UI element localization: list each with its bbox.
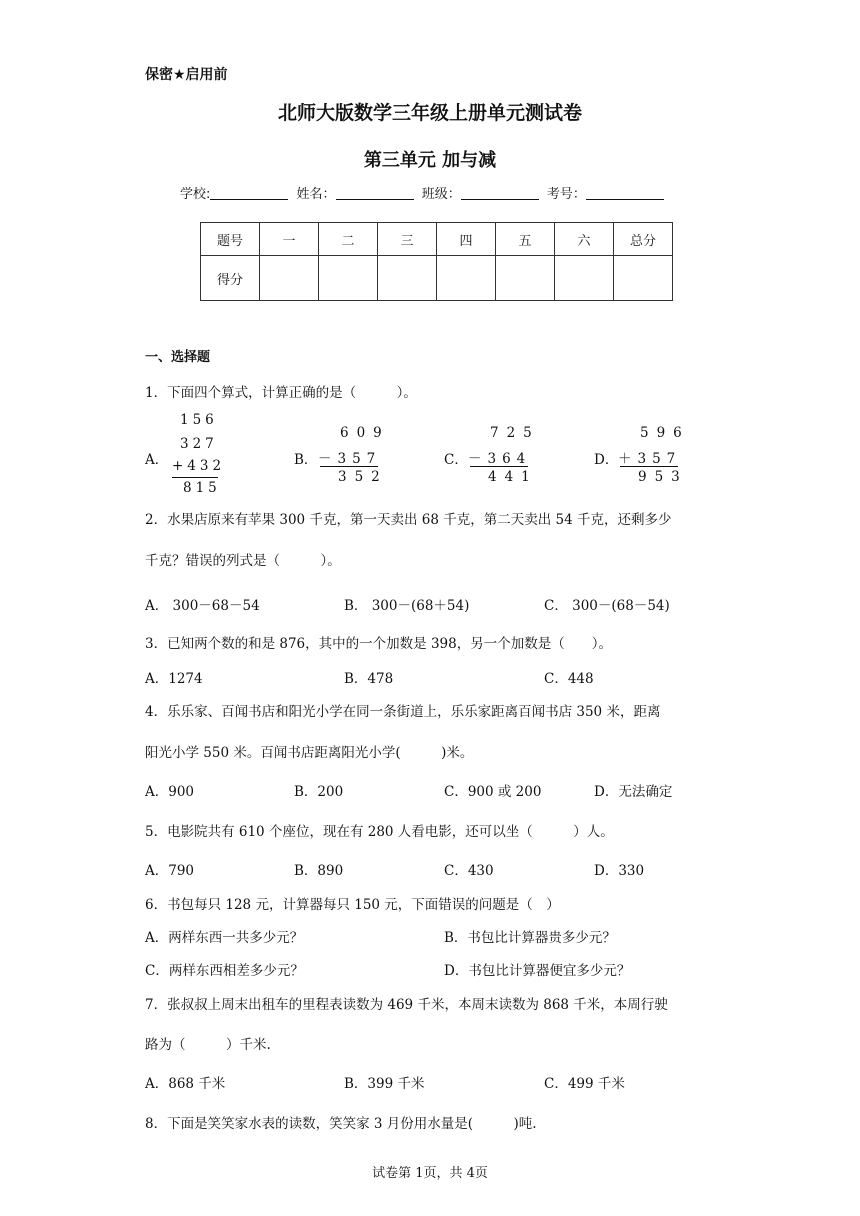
q2-option-a: A． 300－68－54 xyxy=(145,598,260,614)
q1-a-line2: 327 xyxy=(180,436,218,452)
score-table-score-row xyxy=(201,256,673,301)
q1-b-line3: 352 xyxy=(338,469,388,485)
q6-option-c: C．两样东西相差多少元？ xyxy=(145,963,304,979)
confidential-mark: 保密★启用前 xyxy=(145,67,228,83)
header-cell: 二 xyxy=(319,223,378,256)
q7-option-a: A．868 千米 xyxy=(145,1076,226,1092)
question-6: 6．书包每只 128 元，计算器每只 150 元，下面错误的问题是（ ） xyxy=(145,897,560,913)
score-label-cell: 得分 xyxy=(201,256,260,301)
q1-d-line1: 596 xyxy=(640,425,690,441)
q6-option-d: D．书包比计算器便宜多少元？ xyxy=(444,963,631,979)
q6-option-a: A．两样东西一共多少元？ xyxy=(145,930,304,946)
exam-title: 北师大版数学三年级上册单元测试卷 xyxy=(277,102,582,124)
q1-option-c-label: C． xyxy=(444,452,468,468)
q1-b-rule xyxy=(320,466,378,467)
q7-option-b: B．399 千米 xyxy=(344,1076,425,1092)
q5-option-d: D．330 xyxy=(594,863,645,879)
score-cell[interactable] xyxy=(555,256,614,301)
header-cell: 一 xyxy=(260,223,319,256)
score-cell[interactable] xyxy=(378,256,437,301)
q2-option-c: C． 300－(68－54) xyxy=(544,598,670,614)
q3-option-c: C．448 xyxy=(544,671,594,687)
exam-number-label: 考号： xyxy=(546,187,586,202)
name-label: 姓名： xyxy=(296,187,336,202)
question-4-line1: 4．乐乐家、百闻书店和阳光小学在同一条街道上，乐乐家距离百闻书店 350 米，距离 xyxy=(145,704,661,720)
q1-a-line1: 156 xyxy=(180,412,218,428)
school-label: 学校: xyxy=(180,187,211,202)
header-cell: 总分 xyxy=(614,223,673,256)
student-info-line xyxy=(180,183,668,202)
q1-a-line3: +432 xyxy=(172,458,226,474)
score-cell[interactable] xyxy=(319,256,378,301)
exam-number-blank[interactable] xyxy=(586,186,664,200)
q7-option-c: C．499 千米 xyxy=(544,1076,625,1092)
q1-c-line1: 725 xyxy=(490,425,540,441)
class-blank[interactable] xyxy=(461,186,539,200)
q5-option-b: B．890 xyxy=(294,863,344,879)
header-cell: 五 xyxy=(496,223,555,256)
question-4-line2: 阳光小学 550 米。百闻书店距离阳光小学( )米。 xyxy=(145,745,474,761)
question-2-line2: 千克？错误的列式是（ ）。 xyxy=(145,553,341,569)
question-7-line2: 路为（ ）千米. xyxy=(145,1037,271,1053)
q1-c-rule xyxy=(470,466,528,467)
question-5: 5．电影院共有 610 个座位，现在有 280 人看电影，还可以坐（ ）人。 xyxy=(145,824,614,840)
q4-option-a: A．900 xyxy=(145,784,195,800)
q5-option-a: A．790 xyxy=(145,863,195,879)
q1-b-line2: －357 xyxy=(318,451,382,467)
header-cell: 六 xyxy=(555,223,614,256)
q6-option-b: B．书包比计算器贵多少元？ xyxy=(444,930,616,946)
name-blank[interactable] xyxy=(336,186,414,200)
q4-option-b: B．200 xyxy=(294,784,344,800)
question-7-line1: 7．张叔叔上周末出租车的里程表读数为 469 千米，本周末读数为 868 千米，本周行驶 xyxy=(145,997,668,1013)
section-title-choice: 一、选择题 xyxy=(145,350,211,365)
unit-subtitle: 第三单元 加与减 xyxy=(363,150,497,171)
question-3: 3．已知两个数的和是 876，其中的一个加数是 398，另一个加数是（ ）。 xyxy=(145,636,612,652)
class-label: 班级： xyxy=(421,187,461,202)
q1-b-line1: 609 xyxy=(340,425,390,441)
q1-a-rule xyxy=(172,477,218,478)
score-cell[interactable] xyxy=(614,256,673,301)
score-table-header-row xyxy=(201,223,673,256)
header-cell: 三 xyxy=(378,223,437,256)
score-cell[interactable] xyxy=(496,256,555,301)
q4-option-c: C．900 或 200 xyxy=(444,784,542,800)
q5-option-c: C．430 xyxy=(444,863,494,879)
score-cell[interactable] xyxy=(260,256,319,301)
score-table xyxy=(200,222,673,301)
q1-option-d-label: D． xyxy=(594,452,619,468)
q1-c-line2: －364 xyxy=(468,451,532,467)
question-1: 1．下面四个算式，计算正确的是（ ）。 xyxy=(145,385,417,401)
q4-option-d: D．无法确定 xyxy=(594,784,673,800)
question-8: 8．下面是笑笑家水表的读数，笑笑家 3 月份用水量是( )吨. xyxy=(145,1116,537,1132)
q1-option-b-label: B． xyxy=(294,452,318,468)
q1-d-line2: ＋357 xyxy=(618,451,682,467)
q2-option-b: B． 300－(68＋54) xyxy=(344,598,470,614)
header-cell: 四 xyxy=(437,223,496,256)
q1-a-line4: 815 xyxy=(183,480,221,496)
q1-option-a-label: A． xyxy=(145,452,169,468)
score-cell[interactable] xyxy=(437,256,496,301)
page-footer: 试卷第 1页，共 4页 xyxy=(372,1166,488,1181)
school-blank[interactable] xyxy=(210,186,288,200)
q3-option-b: B．478 xyxy=(344,671,394,687)
q1-d-line3: 953 xyxy=(638,469,688,485)
question-2-line1: 2．水果店原来有苹果 300 千克，第一天卖出 68 千克，第二天卖出 54 千克，还剩多少 xyxy=(145,512,672,528)
q1-c-line3: 441 xyxy=(488,469,538,485)
header-cell: 题号 xyxy=(201,223,260,256)
q1-d-rule xyxy=(620,466,678,467)
q3-option-a: A．1274 xyxy=(145,671,203,687)
